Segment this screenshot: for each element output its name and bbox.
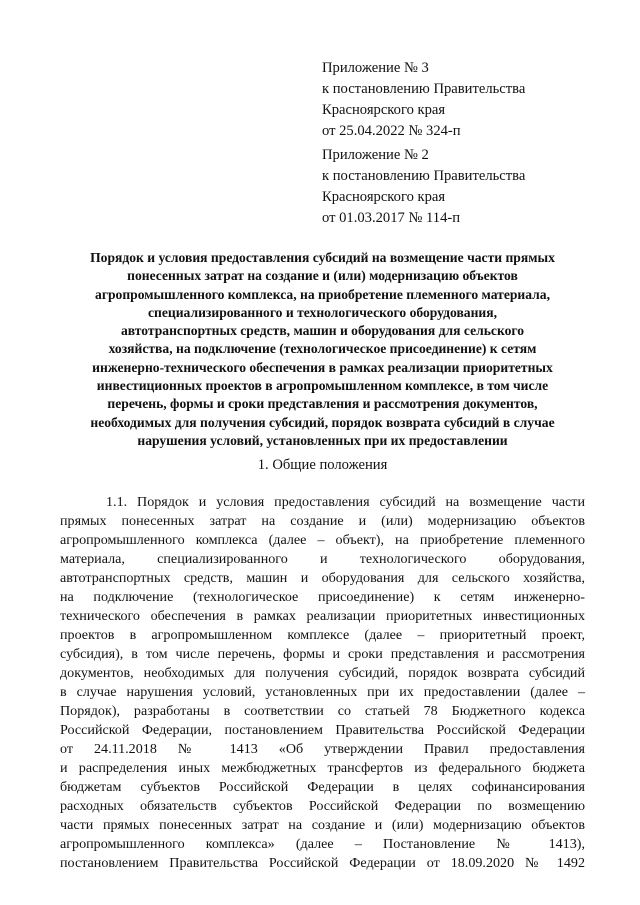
appendix-line: Красноярского края — [322, 102, 446, 118]
title-line: Порядок и условия предоставления субсидий на возмещение части прямых — [90, 250, 555, 265]
appendix-previous — [322, 145, 622, 229]
title-line: специализированного и технологического оборудования, — [147, 304, 498, 320]
paragraph-line: документов, необходимых для получения субсидий, порядок возврата субсидий — [60, 665, 585, 681]
appendix-line: Приложение № 3 — [322, 60, 429, 76]
paragraph-line: агропромышленного комплекса» (далее – Постановление № 1413), — [60, 836, 585, 852]
paragraph-line: прямых понесенных затрат на создание и (или) модернизацию объектов — [60, 513, 585, 529]
appendix-line: Красноярского края — [322, 189, 446, 205]
paragraph-line: Российской Федерации, постановлением Правительства Российской Федерации — [60, 722, 585, 738]
paragraph-1-1 — [60, 493, 585, 873]
paragraph-line: технического обеспечения в рамках реализации приоритетных инвестиционных — [60, 608, 585, 624]
title-line: перечень, формы и сроки представления и рассмотрения документов, — [107, 396, 538, 412]
paragraph-line: в случае нарушения условий, установленных при их предоставлении (далее – — [60, 684, 585, 700]
paragraph-line: постановлением Правительства Российской Федерации от 18.09.2020 № 1492 — [60, 855, 585, 871]
appendix-current — [322, 58, 622, 142]
paragraph-line: автотранспортных средств, машин и оборудования для сельского хозяйства, — [60, 570, 585, 586]
paragraph-line: бюджетам субъектов Российской Федерации в целях софинансирования — [60, 779, 585, 795]
paragraph-line: материала, специализированного и технологического оборудования, — [60, 551, 585, 567]
paragraph-line: на подключение (технологическое присоединение) к сетям инженерно- — [60, 589, 585, 605]
paragraph-line: Порядок), разработаны в соответствии со статьей 78 Бюджетного кодекса — [60, 703, 585, 719]
paragraph-line: субсидия), в том числе перечень, формы и сроки представления и рассмотрения — [60, 646, 585, 662]
title-line: нарушения условий, установленных при их предоставлении — [137, 432, 508, 448]
paragraph-line: и распределения иных межбюджетных трансфертов из федерального бюджета — [60, 760, 585, 776]
appendix-line: от 25.04.2022 № 324-п — [322, 123, 461, 139]
paragraph-line: агропромышленного комплекса (далее – объект), на приобретение племенного — [60, 532, 585, 548]
title-line: необходимых для получения субсидий, порядок возврата субсидий в случае — [90, 414, 555, 430]
appendix-line: к постановлению Правительства — [322, 168, 526, 184]
title-line: агропромышленного комплекса, на приобретение племенного материала, — [95, 286, 550, 302]
title-line: инженерно-технического обеспечения в рамках реализации приоритетных — [92, 359, 553, 375]
paragraph-line: проектов в агропромышленном комплексе (далее – приоритетный проект, — [60, 627, 585, 643]
title-line: инвестиционных проектов в агропромышленном комплексе, в том числе — [96, 378, 549, 394]
paragraph-line: от 24.11.2018 № 1413 «Об утверждении Правил предоставления — [60, 741, 585, 757]
title-line: понесенных затрат на создание и (или) модернизацию объектов — [127, 268, 518, 284]
title-line: хозяйства, на подключение (технологическое присоединение) к сетям — [108, 341, 537, 357]
section-heading: 1. Общие положения — [257, 457, 388, 473]
title-line: автотранспортных средств, машин и оборудования для сельского — [120, 323, 525, 339]
document-title — [60, 249, 585, 450]
appendix-line: к постановлению Правительства — [322, 81, 526, 97]
paragraph-line: 1.1. Порядок и условия предоставления субсидий на возмещение части — [106, 494, 585, 510]
paragraph-line: расходных обязательств субъектов Российской Федерации по возмещению — [60, 798, 585, 814]
appendix-line: от 01.03.2017 № 114-п — [322, 210, 461, 226]
paragraph-line: части прямых понесенных затрат на создание и (или) модернизацию объектов — [60, 817, 585, 833]
appendix-line: Приложение № 2 — [322, 147, 429, 163]
